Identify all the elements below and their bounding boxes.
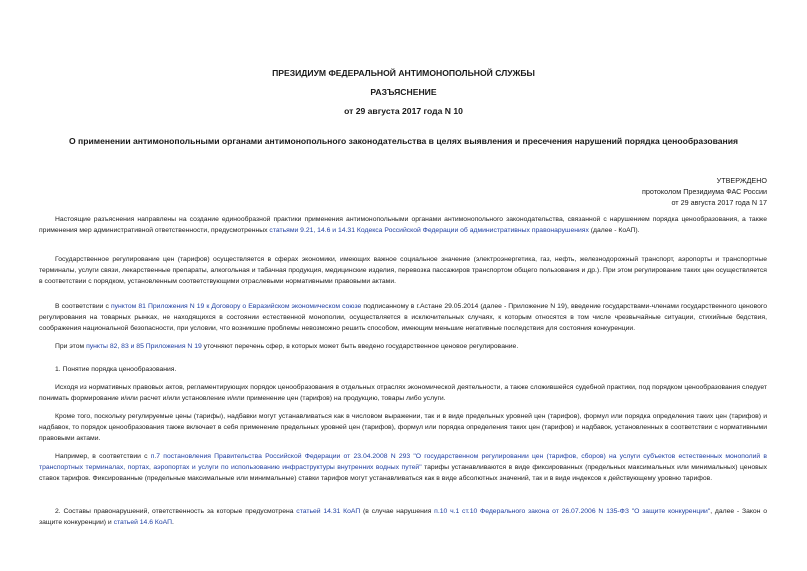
paragraph-2: [39, 255, 767, 287]
paragraph-text: тарифы устанавливаются в виде фиксированных (предельных максимальных или минимальных) ценовых ставок тарифов. Фиксированные (предельные максимальные или минимальные) ставки тарифов могут устанавливаться как в виде абсолютных значений, так и в виде индексов к действующему уровню тарифов.: [39, 463, 767, 482]
paragraph-text: 2. Составы правонарушений, ответственность за которые предусмотрена: [55, 508, 297, 515]
doc-title: О применении антимонопольными органами антимонопольного законодательства в целях выявления и пресечения нарушений порядка ценообразования: [68, 136, 739, 146]
link-government-decree[interactable]: п.7 постановления Правительства Российской Федерации от 23.04.2008 N 293 "О государственном регулировании цен (тарифов, сборов) на услуги субъектов естественных монополий в транспортных терминалах, портах, аэропортах и услуги по использованию инфраструктуры внутренних водных путей": [39, 453, 767, 471]
paragraph-text: .: [171, 518, 174, 526]
paragraph-8: [39, 452, 767, 484]
link-eaeu-treaty-annex[interactable]: пунктом 81 Приложения N 19 к Договору о Евразийском экономическом союзе: [110, 303, 362, 310]
paragraph-4: [39, 342, 767, 353]
paragraph-6: [39, 383, 767, 405]
paragraph-text: , далее - Закон о защите конкуренции) и: [39, 508, 767, 526]
approval-line-2: протоколом Президиума ФАС России: [641, 187, 767, 196]
link-koap-14-6[interactable]: статьей 14.6 КоАП: [113, 518, 172, 526]
paragraph-text: подписанному в г.Астане 29.05.2014 (далее - Приложение N 19), введение государствами-членами государственного ценового регулирования на товарных рынках, не находящихся в состоянии естественной монополии, осуществляется в исключительных случаях, к которым относятся в том числе чрезвычайные ситуации, стихийные бедствия, соображения национальной безопасности, при условии, что возникшие проблемы невозможно решить способом, имеющим меньшие негативные последствия для состояния конкуренции.: [39, 303, 767, 332]
paragraph-text: Настоящие разъяснения направлены на создание единообразной практики применения антимонопольными органами антимонопольного законодательства, связанной с нарушением порядка ценообразования, а также применения мер административной ответственности, предусмотренных: [39, 216, 767, 234]
link-annex-points[interactable]: пункты 82, 83 и 85 Приложения N 19: [86, 343, 202, 350]
paragraph-text: Кроме того, поскольку регулируемые цены (тарифы), надбавки могут устанавливаться как в числовом выражении, так и в виде предельных уровней цен (тарифов), формул или порядка определения таких цен (тарифов) и надбавок, то порядок ценообразования также включает в себя применение предельных уровней цен (тарифов), формул или порядка определения таких цен (тарифов) и надбавок, установленных в соответствии с нормативными правовыми актами.: [39, 413, 767, 442]
paragraph-text: Исходя из нормативных правовых актов, регламентирующих порядок ценообразования в отдельных отраслях экономической деятельности, а также сложившейся судебной практики, под порядком ценообразования следует понимать формирование и/или расчет и/или установление и/или применение цен (тарифов) на продукцию, товары либо услуги.: [39, 384, 767, 402]
paragraph-text: Например, в соответствии с: [55, 453, 151, 460]
link-koap-14-31[interactable]: статьей 14.31 КоАП: [296, 508, 361, 515]
paragraph-text: 1. Понятие порядка ценообразования.: [55, 366, 177, 373]
doc-type-heading: РАЗЪЯСНЕНИЕ: [370, 87, 437, 97]
approval-line-1: УТВЕРЖДЕНО: [716, 176, 767, 185]
paragraph-text: (далее - КоАП).: [588, 226, 640, 234]
section-1-heading: [39, 365, 767, 376]
paragraph-1: [39, 215, 767, 237]
paragraph-text: (в случае нарушения: [360, 508, 435, 515]
paragraph-7: [39, 412, 767, 444]
paragraph-text: уточняют перечень сфер, в которых может быть введено государственное ценовое регулирование.: [201, 343, 519, 350]
approval-block: [467, 175, 767, 208]
link-koap-articles[interactable]: статьями 9.21, 14.6 и 14.31 Кодекса Российской Федерации об административных правонарушениях: [269, 226, 589, 234]
paragraph-9: [39, 507, 767, 529]
approval-line-3: от 29 августа 2017 года N 17: [671, 198, 767, 207]
link-competition-law[interactable]: п.10 ч.1 ст.10 Федерального закона от 26.07.2006 N 135-ФЗ "О защите конкуренции": [434, 508, 711, 515]
paragraph-text: В соответствии с: [55, 303, 111, 310]
doc-date-number: от 29 августа 2017 года N 10: [344, 106, 463, 116]
paragraph-text: Государственное регулирование цен (тарифов) осуществляется в сферах экономики, имеющих важное социальное значение (электроэнергетика, газ, нефть, железнодорожный транспорт, аэропорты и транспортные терминалы, услуги связи, лекарственные препараты, алкогольная и табачная продукция, медицинские изделия, перевозка пассажиров транспортом общего пользования и др.). При этом регулирование таких цен осуществляется в соответствии с порядком, установленным соответствующими отраслевыми нормативными правовыми актами.: [39, 256, 767, 285]
paragraph-3: [39, 302, 767, 334]
org-heading: ПРЕЗИДИУМ ФЕДЕРАЛЬНОЙ АНТИМОНОПОЛЬНОЙ СЛУЖБЫ: [272, 68, 535, 78]
paragraph-text: При этом: [55, 343, 87, 350]
